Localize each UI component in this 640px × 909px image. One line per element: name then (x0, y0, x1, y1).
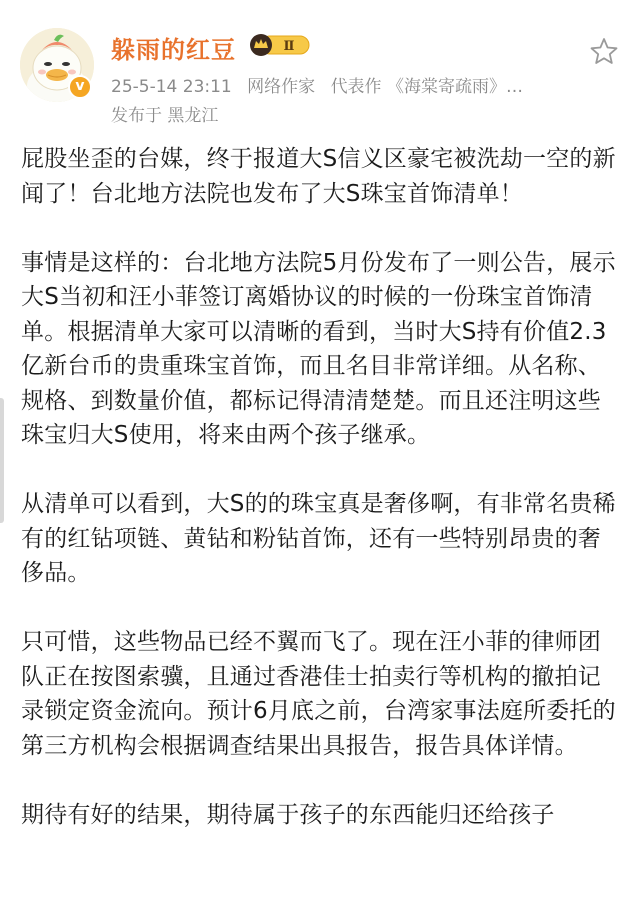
author-role: 网络作家 (247, 77, 316, 97)
star-outline-icon[interactable] (588, 36, 620, 68)
post-paragraph-1: 屁股坐歪的台媒，终于报道大S信义区豪宅被洗劫一空的新闻了！台北地方法院也发布了大S珠宝首饰清单！ (21, 146, 616, 207)
scroll-indicator[interactable] (0, 398, 4, 523)
post-meta (111, 72, 523, 97)
post-paragraph-3: 从清单可以看到，大S的的珠宝真是奢侈啊，有非常名贵稀有的红钻项链、黄钻和粉钻首饰，还有一些特别昂贵的奢侈品。 (21, 491, 616, 586)
post-location: 发布于 黑龙江 (111, 106, 219, 126)
post-paragraph-5: 期待有好的结果，期待属于孩子的东西能归还给孩子 (21, 801, 555, 828)
post-paragraph-4: 只可惜，这些物品已经不翼而飞了。现在汪小菲的律师团队正在按图索骥，且通过香港佳士拍卖行等机构的撤拍记录锁定资金流向。预计6月底之前，台湾家事法庭所委托的第三方机构会根据调查结果出具报告，报告具体详情。 (21, 629, 616, 759)
post-timestamp: 25-5-14 23:11 (111, 77, 232, 97)
post-body (21, 136, 621, 867)
representative-work[interactable]: 代表作 《海棠寄疏雨》… (330, 77, 523, 97)
post-paragraph-2: 事情是这样的：台北地方法院5月份发布了一则公告，展示大S当初和汪小菲签订离婚协议的时候的一份珠宝首饰清单。根据清单大家可以清晰的看到，当时大S持有价值2.3亿新台币的贵重珠宝首饰，而且名目非常详细。从名称、规格、到数量价值，都标记得清清楚楚。而且还注明这些珠宝归大S使用，将来由两个孩子继承。 (21, 249, 616, 448)
author-name[interactable]: 躲雨的红豆 (111, 36, 236, 64)
post-header (0, 0, 640, 136)
verified-v-icon: v (68, 75, 92, 99)
crown-level-badge-icon[interactable] (249, 33, 311, 57)
level-badge-text: Ⅱ (283, 39, 295, 54)
